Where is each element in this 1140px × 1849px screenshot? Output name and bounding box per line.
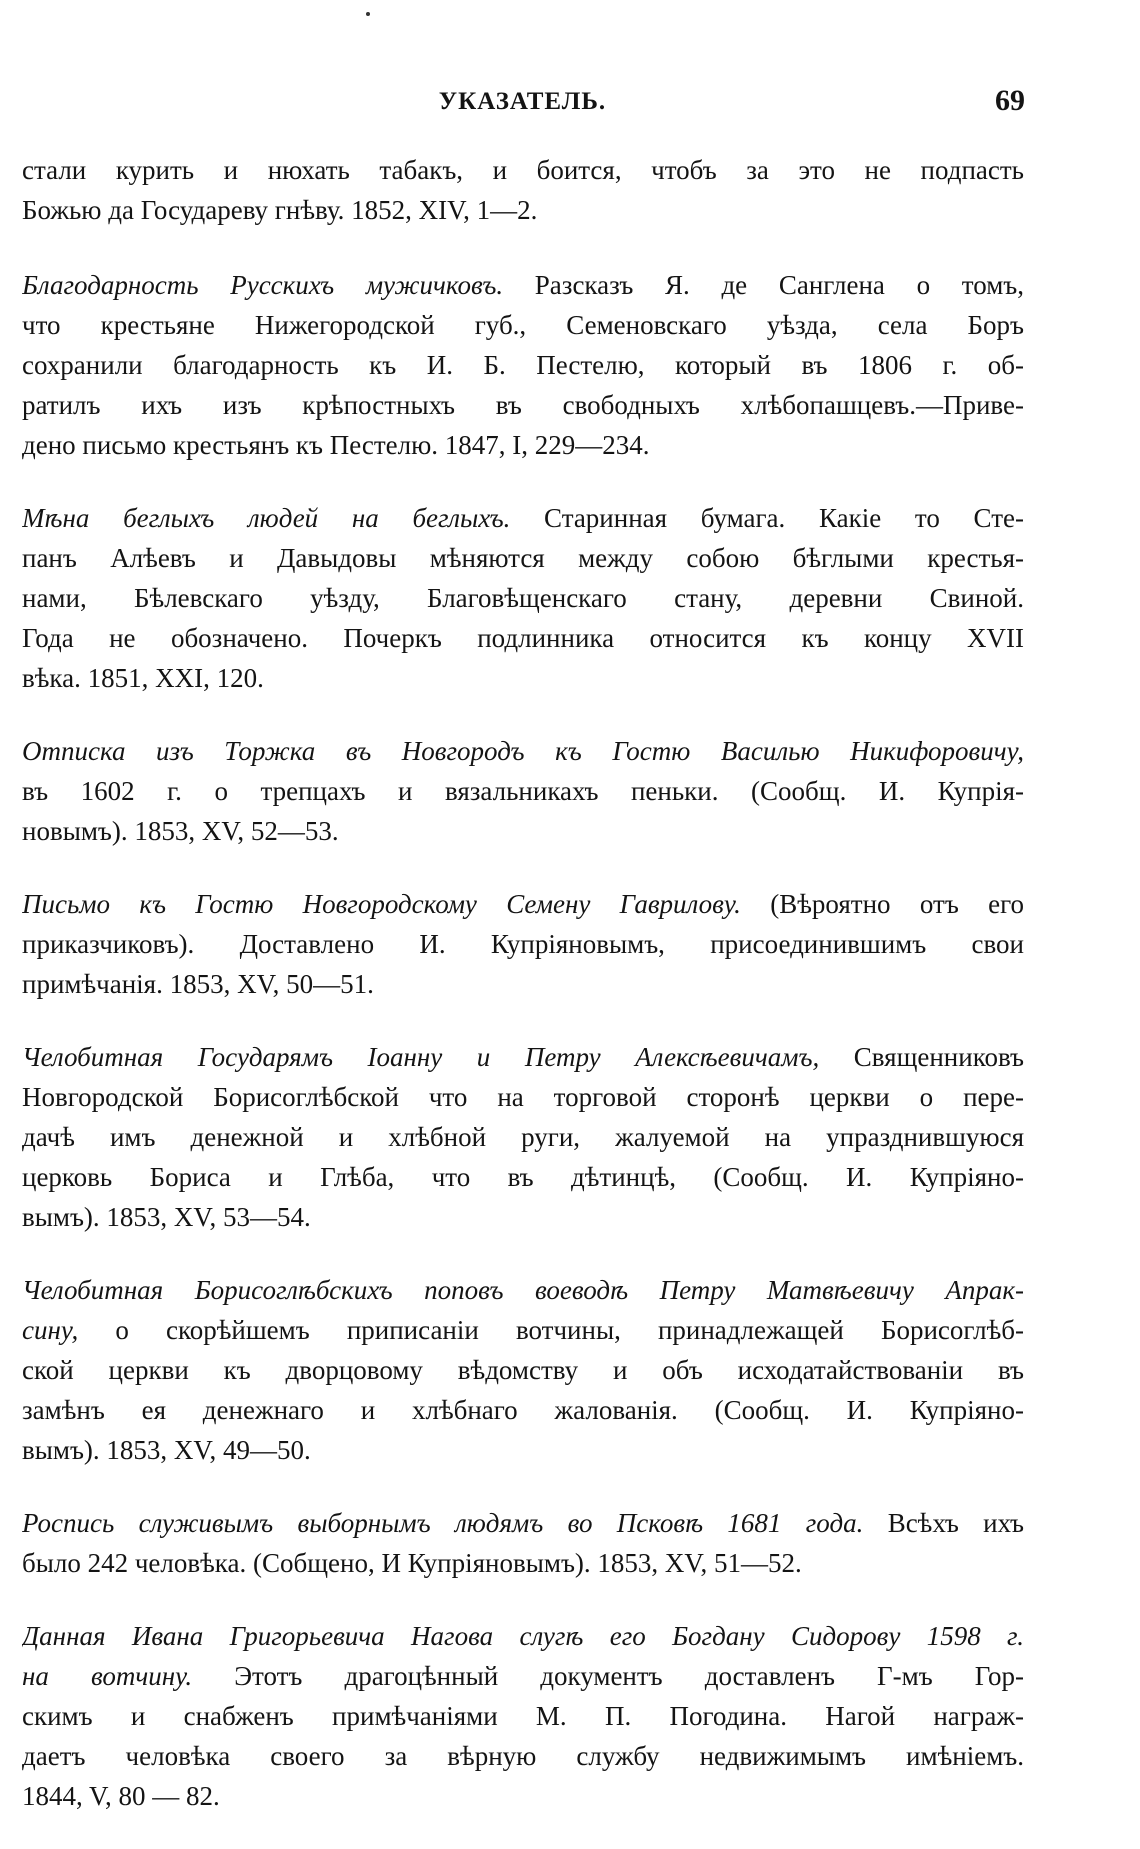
entry-text: 1844, V, 80 — 82. [22,1781,220,1811]
entry-line [22,1037,1024,1077]
index-entry [22,150,1024,230]
entry-line [22,150,1024,190]
entry-text: ской церкви къ дворцовому вѣдомству и объ исходатайствованіи въ [22,1355,1024,1385]
entry-title-text: Роспись служивымъ выборнымъ людямъ во Псковѣ 1681 года. [22,1508,864,1538]
entry-text: дено письмо крестьянъ къ Пестелю. 1847, I, 229—234. [22,430,650,460]
entry-text: стали курить и нюхать табакъ, и боится, чтобъ за это не подпасть [22,155,1024,185]
entry-text: Божью да Государеву гнѣву. 1852, XIV, 1—2. [22,195,538,225]
entry-text: замѣнъ ея денежнаго и хлѣбнаго жалованія. (Сообщ. И. Купріяно- [22,1395,1024,1425]
entry-text: Старинная бумага. Какіе то Сте- [510,503,1024,533]
entry-text: что крестьяне Нижегородской губ., Семеновскаго уѣзда, села Боръ [22,310,1024,340]
ink-speck [366,12,370,16]
entry-line [22,1736,1024,1776]
index-entry [22,1037,1024,1237]
entry-line [22,1656,1024,1696]
entry-text: Священниковъ [819,1042,1024,1072]
entry-line [22,1310,1024,1350]
index-entry [22,1503,1024,1583]
index-entries [22,150,1024,1849]
entry-text: приказчиковъ). Доставлено И. Купріяновымъ, присоединившимъ свои [22,929,1024,959]
entry-line [22,771,1024,811]
entry-text: нами, Бѣлевскаго уѣзду, Благовѣщенскаго стану, деревни Свиной. [22,583,1024,613]
entry-text: о скорѣйшемъ приписаніи вотчины, принадлежащей Борисоглѣб- [78,1315,1024,1345]
entry-line [22,305,1024,345]
entry-line [22,1197,1024,1237]
entry-title-text: Мѣна беглыхъ людей на беглыхъ. [22,503,511,533]
entry-text: вѣка. 1851, XXI, 120. [22,663,264,693]
entry-line [22,811,1024,851]
entry-line [22,1350,1024,1390]
entry-title-text: Данная Ивана Григорьевича Нагова слугѣ его Богдану Сидорову 1598 г. [22,1621,1024,1651]
page-header [20,82,1025,122]
entry-line [22,1616,1024,1656]
entry-text: скимъ и снабженъ примѣчаніями М. П. Погодина. Нагой награж- [22,1701,1024,1731]
entry-line [22,578,1024,618]
entry-text: было 242 человѣка. (Собщено, И Купріяновымъ). 1853, XV, 51—52. [22,1548,802,1578]
entry-title-text: Письмо къ Гостю Новгородскому Семену Гаврилову. [22,889,741,919]
entry-text: новымъ). 1853, XV, 52—53. [22,816,339,846]
entry-text: Новгородской Борисоглѣбской что на торговой сторонѣ церкви о пере- [22,1082,1024,1112]
entry-line [22,1776,1024,1816]
entry-line [22,1696,1024,1736]
entry-text: вымъ). 1853, XV, 49—50. [22,1435,311,1465]
entry-line [22,1430,1024,1470]
entry-line [22,538,1024,578]
entry-title-text: сину, [22,1315,79,1345]
entry-line [22,1117,1024,1157]
entry-text: примѣчанія. 1853, XV, 50—51. [22,969,374,999]
entry-line [22,1077,1024,1117]
entry-text: ратилъ ихъ изъ крѣпостныхъ въ свободныхъ хлѣбопашцевъ.—Приве- [22,390,1024,420]
entry-line [22,1157,1024,1197]
entry-line [22,1503,1024,1543]
page-number: 69 [995,84,1025,117]
entry-text: въ 1602 г. о трепцахъ и вязальникахъ пеньки. (Сообщ. И. Купрія- [22,776,1024,806]
entry-title-text: Отписка изъ Торжка въ Новгородъ къ Гостю Василью Никифоровичу, [22,736,1024,766]
entry-line [22,731,1024,771]
entry-text: Всѣхъ ихъ [863,1508,1024,1538]
entry-text: вымъ). 1853, XV, 53—54. [22,1202,311,1232]
entry-line [22,425,1024,465]
entry-line [22,345,1024,385]
entry-text: церковь Бориса и Глѣба, что въ дѣтинцѣ, (Сообщ. И. Купріяно- [22,1162,1024,1192]
running-title: УКАЗАТЕЛЬ. [438,88,607,115]
entry-title-text: Челобитная Борисоглѣбскихъ поповъ воеводѣ Петру Матвѣевичу Апрак- [22,1275,1024,1305]
entry-line [22,1543,1024,1583]
entry-line [22,658,1024,698]
entry-text: панъ Алѣевъ и Давыдовы мѣняются между собою бѣглыми крестья- [22,543,1024,573]
entry-text: Года не обозначено. Почеркъ подлинника относится къ концу XVII [22,623,1024,653]
entry-line [22,924,1024,964]
index-entry [22,731,1024,851]
index-entry [22,1616,1024,1816]
entry-line [22,884,1024,924]
index-entry [22,498,1024,698]
entry-text: сохранили благодарность къ И. Б. Пестелю, который въ 1806 г. об- [22,350,1024,380]
entry-title-text: Челобитная Государямъ Іоанну и Петру Алексѣевичамъ, [22,1042,820,1072]
entry-line [22,498,1024,538]
entry-text: (Вѣроятно отъ его [740,889,1024,919]
entry-title-text: Благодарность Русскихъ мужичковъ. [22,270,504,300]
index-entry [22,884,1024,1004]
index-entry [22,265,1024,465]
entry-line [22,618,1024,658]
entry-text: Разсказъ Я. де Санглена о томъ, [503,270,1024,300]
entry-text: Этотъ драгоцѣнный документъ доставленъ Г-мъ Гор- [192,1661,1024,1691]
index-entry [22,1270,1024,1470]
entry-line [22,265,1024,305]
entry-line [22,1390,1024,1430]
entry-text: даетъ человѣка своего за вѣрную службу недвижимымъ имѣніемъ. [22,1741,1024,1771]
entry-line [22,1270,1024,1310]
entry-text: дачѣ имъ денежной и хлѣбной руги, жалуемой на упразднившуюся [22,1122,1024,1152]
entry-line [22,190,1024,230]
entry-line [22,385,1024,425]
entry-title-text: на вотчину. [22,1661,193,1691]
entry-line [22,964,1024,1004]
